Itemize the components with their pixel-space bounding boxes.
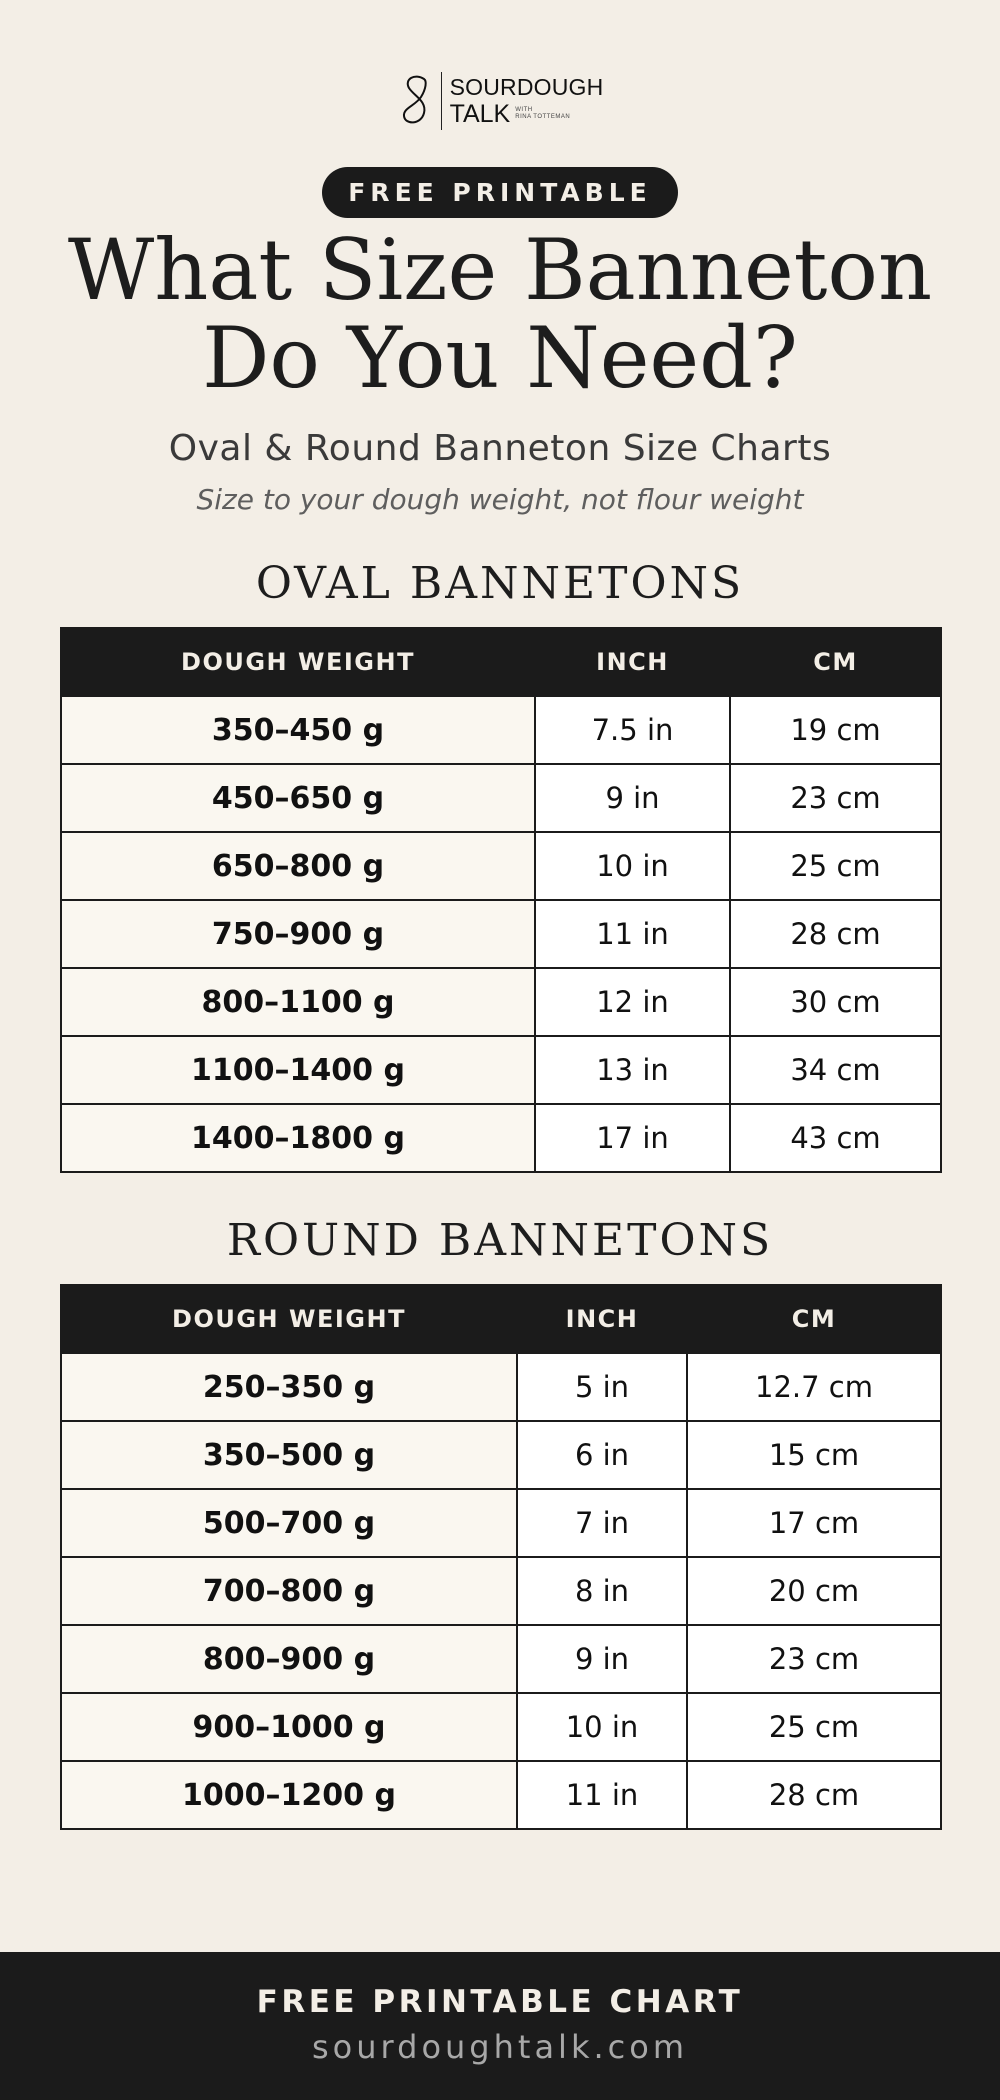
table-row xyxy=(61,968,941,1036)
dough-weight-cell: 450–650 g xyxy=(61,764,535,832)
table-row xyxy=(61,1104,941,1172)
inch-cell: 9 in xyxy=(535,764,730,832)
dough-weight-cell: 700–800 g xyxy=(61,1557,517,1625)
page-tagline: Size to your dough weight, not flour weight xyxy=(196,483,804,516)
cm-cell: 30 cm xyxy=(730,968,941,1036)
inch-cell: 12 in xyxy=(535,968,730,1036)
dough-weight-cell: 900–1000 g xyxy=(61,1693,517,1761)
logo-with-text: WITH xyxy=(515,107,533,114)
free-printable-badge: FREE PRINTABLE xyxy=(322,167,678,218)
table-row xyxy=(61,1489,941,1557)
inch-cell: 7 in xyxy=(517,1489,687,1557)
dough-weight-cell: 350–500 g xyxy=(61,1421,517,1489)
column-header-inch: INCH xyxy=(535,628,730,696)
inch-cell: 10 in xyxy=(535,832,730,900)
table-row xyxy=(61,696,941,764)
inch-cell: 8 in xyxy=(517,1557,687,1625)
inch-cell: 5 in xyxy=(517,1353,687,1421)
page-title-line-2: Do You Need? xyxy=(202,309,798,407)
table-row xyxy=(61,1557,941,1625)
column-header-cm: CM xyxy=(730,628,941,696)
page-title-line-1: What Size Banneton xyxy=(67,221,933,319)
inch-cell: 17 in xyxy=(535,1104,730,1172)
footer-bar xyxy=(0,1952,1000,2100)
cm-cell: 17 cm xyxy=(687,1489,941,1557)
logo-divider xyxy=(441,72,442,130)
cm-cell: 25 cm xyxy=(687,1693,941,1761)
inch-cell: 10 in xyxy=(517,1693,687,1761)
column-header-dough-weight: DOUGH WEIGHT xyxy=(61,628,535,696)
table-row xyxy=(61,764,941,832)
logo-wordmark-top: SOURDOUGH xyxy=(449,73,604,100)
table-row xyxy=(61,1421,941,1489)
table-row xyxy=(61,832,941,900)
table-header-row xyxy=(61,1285,941,1353)
dough-weight-cell: 650–800 g xyxy=(61,832,535,900)
footer-website-link[interactable]: sourdoughtalk.com xyxy=(312,2028,688,2066)
column-header-cm: CM xyxy=(687,1285,941,1353)
table-header-row xyxy=(61,628,941,696)
inch-cell: 11 in xyxy=(535,900,730,968)
cm-cell: 23 cm xyxy=(687,1625,941,1693)
inch-cell: 11 in xyxy=(517,1761,687,1829)
cm-cell: 20 cm xyxy=(687,1557,941,1625)
oval-size-table xyxy=(60,627,942,1173)
dough-weight-cell: 1400–1800 g xyxy=(61,1104,535,1172)
dough-weight-cell: 1100–1400 g xyxy=(61,1036,535,1104)
dough-weight-cell: 750–900 g xyxy=(61,900,535,968)
column-header-inch: INCH xyxy=(517,1285,687,1353)
round-size-table xyxy=(60,1284,942,1830)
cm-cell: 25 cm xyxy=(730,832,941,900)
oval-section-heading: OVAL BANNETONS xyxy=(255,558,745,609)
table-row xyxy=(61,1693,941,1761)
inch-cell: 13 in xyxy=(535,1036,730,1104)
page-subtitle: Oval & Round Banneton Size Charts xyxy=(168,428,832,469)
dough-weight-cell: 1000–1200 g xyxy=(61,1761,517,1829)
table-row xyxy=(61,1353,941,1421)
footer-title: FREE PRINTABLE CHART xyxy=(256,1984,744,2020)
dough-weight-cell: 250–350 g xyxy=(61,1353,517,1421)
cm-cell: 28 cm xyxy=(687,1761,941,1829)
logo-byline xyxy=(515,107,570,121)
cm-cell: 34 cm xyxy=(730,1036,941,1104)
dough-weight-cell: 500–700 g xyxy=(61,1489,517,1557)
cm-cell: 15 cm xyxy=(687,1421,941,1489)
cm-cell: 23 cm xyxy=(730,764,941,832)
round-section-heading: ROUND BANNETONS xyxy=(226,1215,774,1266)
cm-cell: 43 cm xyxy=(730,1104,941,1172)
table-row xyxy=(61,1625,941,1693)
column-header-dough-weight: DOUGH WEIGHT xyxy=(61,1285,517,1353)
table-row xyxy=(61,1036,941,1104)
dough-weight-cell: 800–900 g xyxy=(61,1625,517,1693)
brand-logo xyxy=(0,68,1000,134)
logo-wordmark-bottom: TALK xyxy=(449,99,511,128)
logo-author: RINA TOTTEMAN xyxy=(515,114,571,121)
inch-cell: 6 in xyxy=(517,1421,687,1489)
table-row xyxy=(61,1761,941,1829)
cm-cell: 28 cm xyxy=(730,900,941,968)
inch-cell: 7.5 in xyxy=(535,696,730,764)
cm-cell: 12.7 cm xyxy=(687,1353,941,1421)
logo-s-mark-icon xyxy=(397,71,437,131)
inch-cell: 9 in xyxy=(517,1625,687,1693)
dough-weight-cell: 350–450 g xyxy=(61,696,535,764)
cm-cell: 19 cm xyxy=(730,696,941,764)
page-title xyxy=(0,221,1000,407)
table-row xyxy=(61,900,941,968)
dough-weight-cell: 800–1100 g xyxy=(61,968,535,1036)
